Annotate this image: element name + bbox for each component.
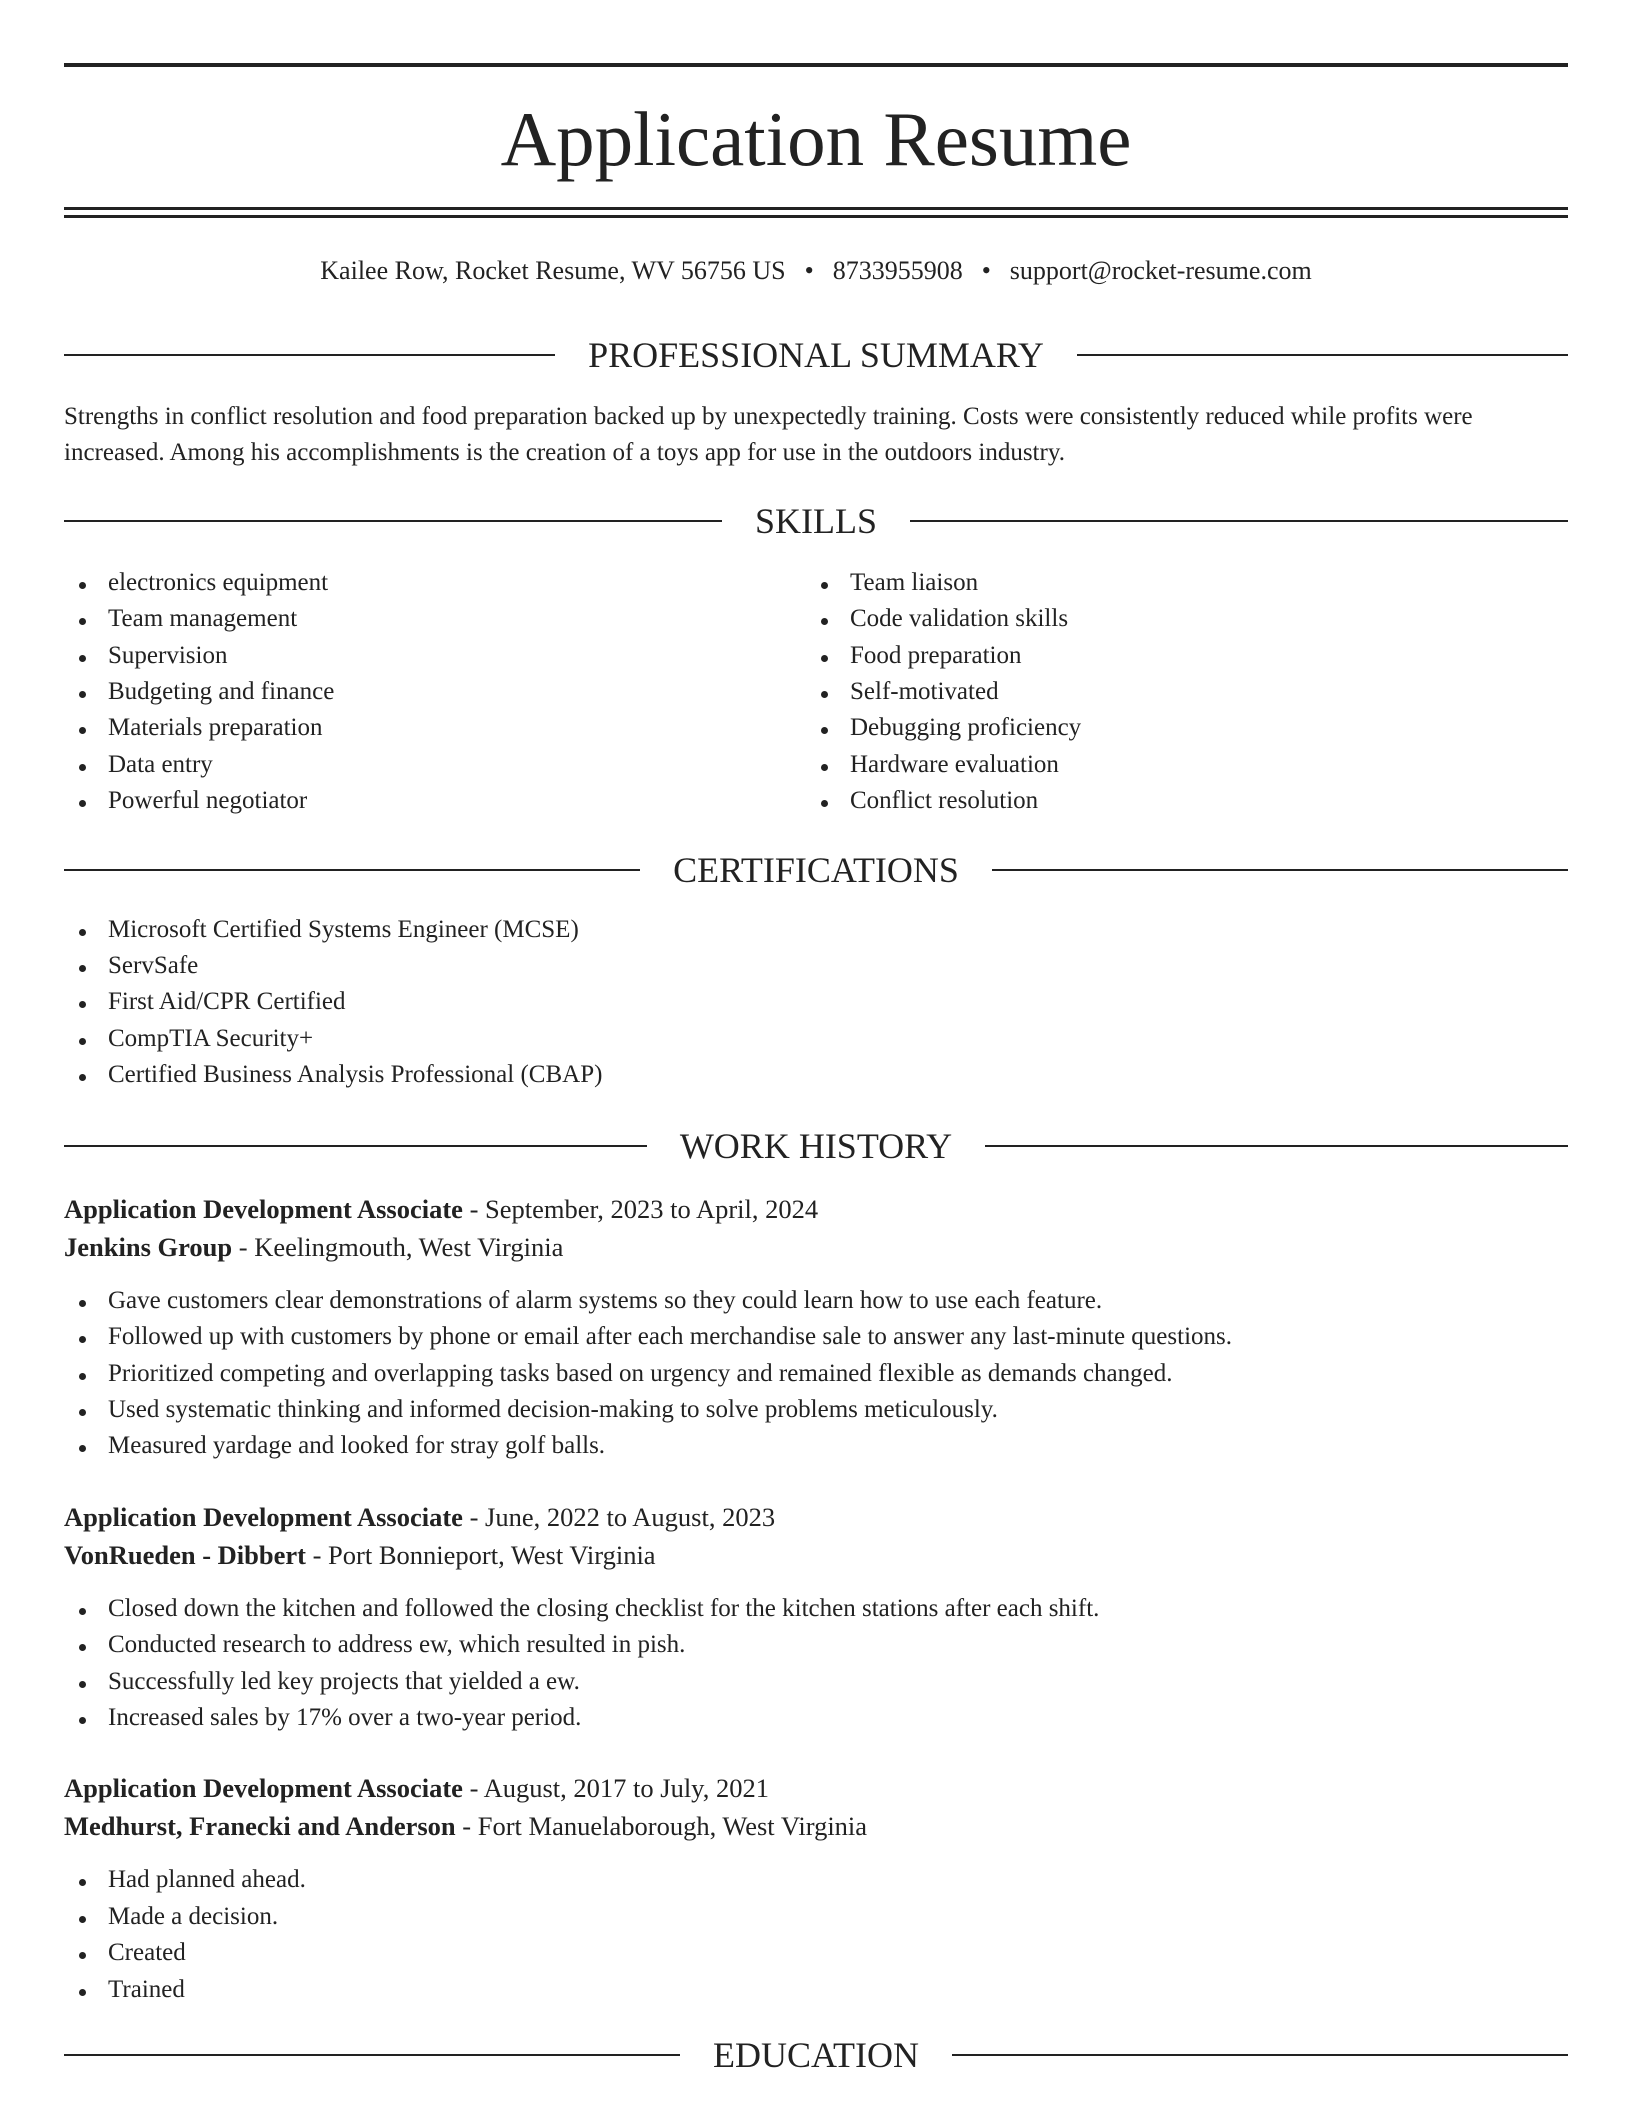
summary-text: Strengths in conflict resolution and food preparation backed up by unexpectedly training. Costs were consistently reduced while profits were increased. Among his accomplishments is the creation of a toys app for use in the outdoors industry. xyxy=(64,403,1473,467)
job-duty-item: Followed up with customers by phone or email after each merchandise sale to answer any last-minute questions. xyxy=(108,1319,1568,1355)
skill-item: Code validation skills xyxy=(850,601,1568,637)
job-title-line xyxy=(64,1769,1568,1807)
heading-rule-left xyxy=(64,2054,680,2056)
job-company: Medhurst, Franecki and Anderson xyxy=(64,1811,456,1842)
job-duty-item: Closed down the kitchen and followed the closing checklist for the kitchen stations after each shift. xyxy=(108,1591,1568,1627)
job-entry xyxy=(64,1498,1568,1737)
job-separator: - xyxy=(455,1811,478,1842)
certifications-list xyxy=(64,912,1568,1094)
job-duties-list xyxy=(64,1283,1568,1465)
skill-item: electronics equipment xyxy=(108,565,850,601)
heading-rule-right xyxy=(992,869,1568,871)
job-duty-item: Gave customers clear demonstrations of alarm systems so they could learn how to use each feature. xyxy=(108,1283,1568,1319)
heading-rule-left xyxy=(64,354,555,356)
job-separator: - xyxy=(232,1231,255,1262)
job-separator: - xyxy=(305,1539,329,1570)
job-title-line xyxy=(64,1190,1568,1228)
heading-rule-right xyxy=(985,1145,1568,1147)
section-title: SKILLS xyxy=(755,500,878,541)
job-duties-list xyxy=(64,1591,1568,1737)
heading-rule-left xyxy=(64,869,640,871)
skills-list xyxy=(64,565,1568,820)
skill-item: Data entry xyxy=(108,747,850,783)
skill-item: Team management xyxy=(108,601,850,637)
certification-item: ServSafe xyxy=(108,948,1568,984)
job-duty-item: Created xyxy=(108,1935,1568,1971)
job-entry xyxy=(64,1769,1568,2008)
job-location: Keelingmouth, West Virginia xyxy=(254,1231,564,1262)
contact-line xyxy=(64,253,1568,289)
job-dates: June, 2022 to August, 2023 xyxy=(485,1501,776,1532)
job-company-line xyxy=(64,1228,1568,1266)
job-duties-list xyxy=(64,1862,1568,2008)
skill-item: Supervision xyxy=(108,638,850,674)
certification-item: Certified Business Analysis Professional (CBAP) xyxy=(108,1057,1568,1093)
job-duty-item: Successfully led key projects that yielded a ew. xyxy=(108,1664,1568,1700)
certification-item: CompTIA Security+ xyxy=(108,1021,1568,1057)
job-duty-item: Increased sales by 17% over a two-year period. xyxy=(108,1700,1568,1736)
job-separator: - xyxy=(462,1193,486,1224)
section-heading-skills xyxy=(64,497,1568,545)
heading-rule-left xyxy=(64,520,722,522)
skill-item: Budgeting and finance xyxy=(108,674,850,710)
job-dates: August, 2017 to July, 2021 xyxy=(483,1773,769,1804)
resume-page xyxy=(0,63,1632,2079)
contact-separator: • xyxy=(981,256,991,285)
top-rule xyxy=(64,63,1568,67)
section-title: EDUCATION xyxy=(713,2034,919,2075)
heading-rule-right xyxy=(952,2054,1568,2056)
job-location: Port Bonnieport, West Virginia xyxy=(328,1539,656,1570)
skill-item: Team liaison xyxy=(850,565,1568,601)
skill-item: Debugging proficiency xyxy=(850,710,1568,746)
certification-item: Microsoft Certified Systems Engineer (MCSE) xyxy=(108,912,1568,948)
heading-rule-left xyxy=(64,1145,647,1147)
page-title: Application Resume xyxy=(500,96,1132,182)
job-title: Application Development Associate xyxy=(64,1501,463,1532)
heading-rule-right xyxy=(910,520,1568,522)
job-duty-item: Used systematic thinking and informed decision-making to solve problems meticulously. xyxy=(108,1392,1568,1428)
title-double-rule xyxy=(64,207,1568,218)
contact-email: support@rocket-resume.com xyxy=(1009,256,1312,285)
certification-item: First Aid/CPR Certified xyxy=(108,984,1568,1020)
job-title: Application Development Associate xyxy=(64,1193,463,1224)
skill-item: Hardware evaluation xyxy=(850,747,1568,783)
job-title-line xyxy=(64,1498,1568,1536)
job-company: VonRueden - Dibbert xyxy=(64,1539,306,1570)
skills-column-right xyxy=(850,565,1568,820)
job-title: Application Development Associate xyxy=(64,1773,463,1804)
contact-phone: 8733955908 xyxy=(832,256,963,285)
skill-item: Food preparation xyxy=(850,638,1568,674)
section-heading-education xyxy=(64,2031,1568,2079)
job-duty-item: Had planned ahead. xyxy=(108,1862,1568,1898)
skill-item: Powerful negotiator xyxy=(108,783,850,819)
job-duty-item: Trained xyxy=(108,1972,1568,2008)
skill-item: Materials preparation xyxy=(108,710,850,746)
job-company-line xyxy=(64,1807,1568,1845)
contact-address: Kailee Row, Rocket Resume, WV 56756 US xyxy=(320,256,786,285)
skills-column-left xyxy=(64,565,850,820)
section-title: WORK HISTORY xyxy=(679,1125,953,1166)
job-dates: September, 2023 to April, 2024 xyxy=(485,1193,819,1224)
job-entry xyxy=(64,1190,1568,1465)
section-heading-work-history xyxy=(64,1122,1568,1170)
section-title: CERTIFICATIONS xyxy=(673,849,959,890)
skill-item: Conflict resolution xyxy=(850,783,1568,819)
heading-rule-right xyxy=(1077,354,1568,356)
section-heading-summary xyxy=(64,331,1568,379)
job-duty-item: Made a decision. xyxy=(108,1899,1568,1935)
job-duty-item: Conducted research to address ew, which resulted in pish. xyxy=(108,1627,1568,1663)
job-duty-item: Prioritized competing and overlapping tasks based on urgency and remained flexible as demands changed. xyxy=(108,1356,1568,1392)
contact-separator: • xyxy=(804,256,814,285)
job-separator: - xyxy=(462,1773,484,1804)
job-company: Jenkins Group xyxy=(64,1231,233,1262)
section-heading-certifications xyxy=(64,846,1568,894)
job-duty-item: Measured yardage and looked for stray golf balls. xyxy=(108,1428,1568,1464)
job-company-line xyxy=(64,1536,1568,1574)
job-separator: - xyxy=(462,1501,486,1532)
section-title: PROFESSIONAL SUMMARY xyxy=(588,335,1044,375)
job-location: Fort Manuelaborough, West Virginia xyxy=(477,1811,868,1842)
skill-item: Self-motivated xyxy=(850,674,1568,710)
